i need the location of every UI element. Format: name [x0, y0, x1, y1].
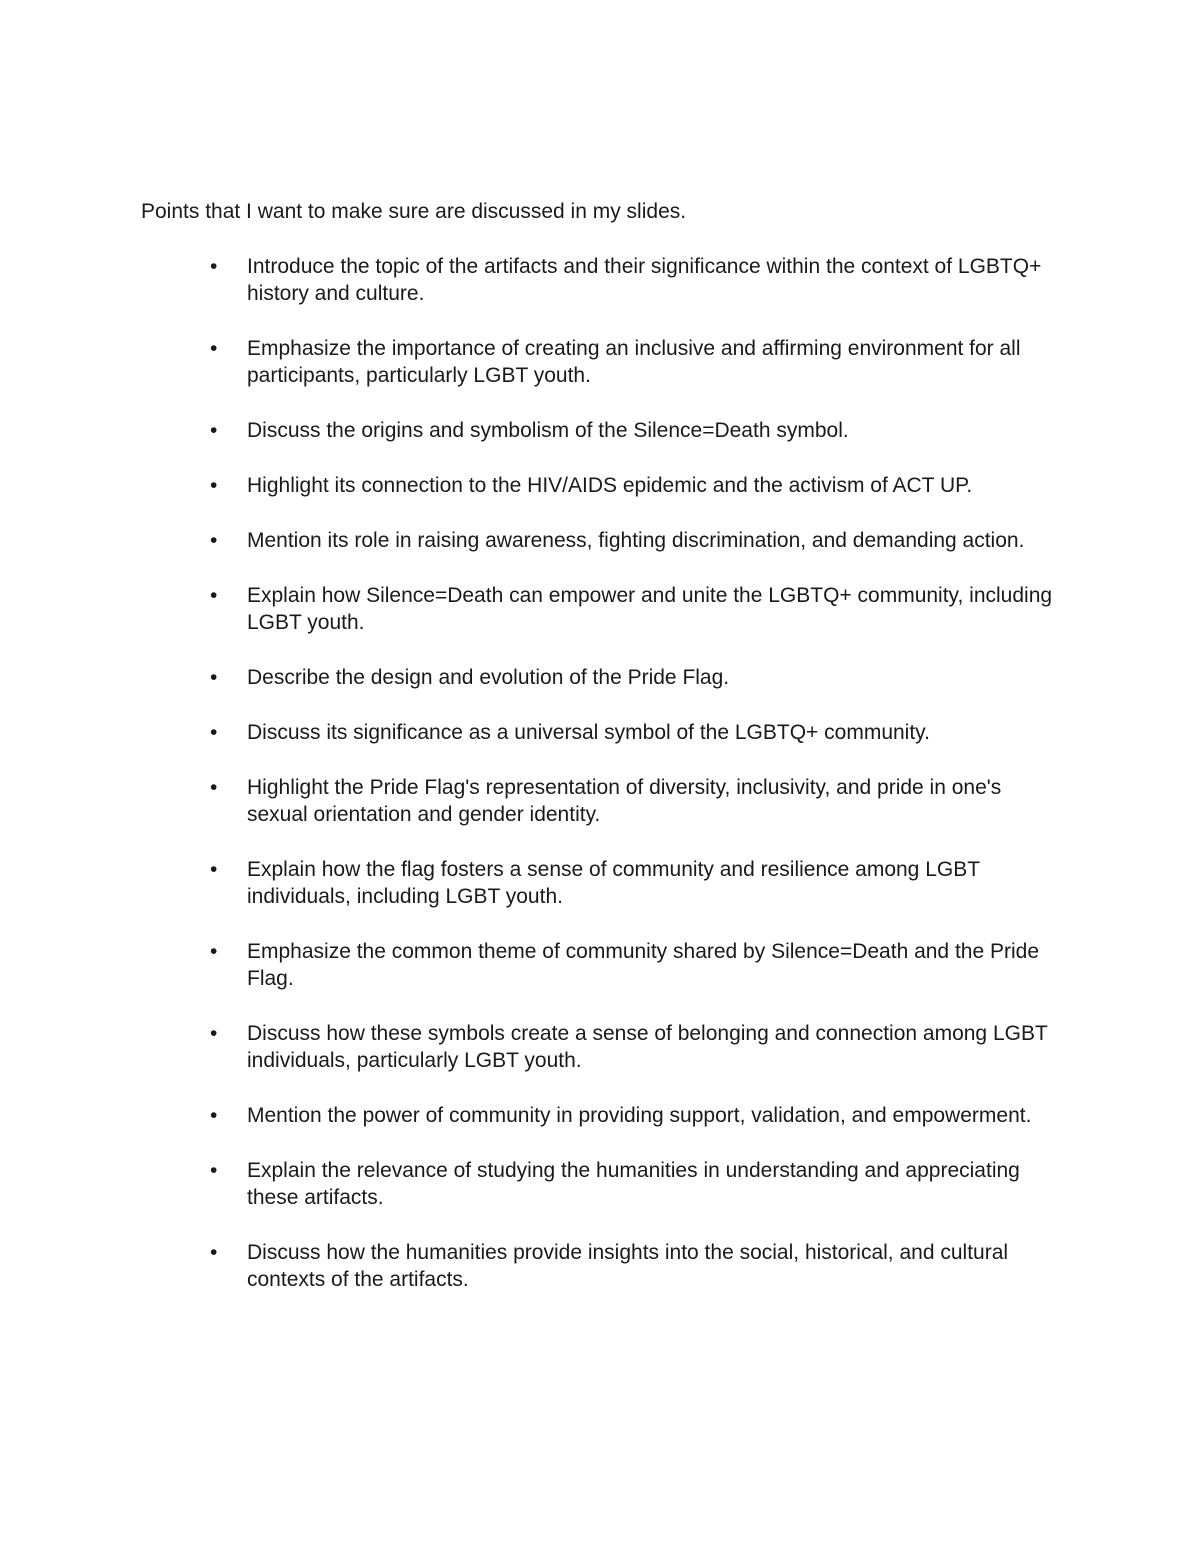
bullet-icon: • [210, 858, 218, 881]
bullet-list [0, 253, 1200, 1321]
list-item-text: Explain how the flag fosters a sense of community and resilience among LGBT individuals, including LGBT youth. [247, 858, 980, 908]
list-item [0, 1102, 1057, 1129]
list-item [0, 582, 1057, 636]
list-item-text: Explain the relevance of studying the humanities in understanding and appreciating these artifacts. [247, 1159, 1020, 1209]
list-item [0, 472, 1057, 499]
bullet-icon: • [210, 419, 218, 442]
list-item [0, 527, 1057, 554]
list-item-text: Discuss the origins and symbolism of the Silence=Death symbol. [247, 419, 849, 442]
list-item-text: Mention the power of community in providing support, validation, and empowerment. [247, 1104, 1032, 1127]
list-item [0, 938, 1057, 992]
bullet-icon: • [210, 474, 218, 497]
list-item-text: Mention its role in raising awareness, fighting discrimination, and demanding action. [247, 529, 1025, 552]
bullet-icon: • [210, 776, 218, 799]
list-item [0, 1020, 1057, 1074]
bullet-icon: • [210, 721, 218, 744]
list-item-text: Emphasize the importance of creating an inclusive and affirming environment for all participants, particularly LGBT youth. [247, 337, 1021, 387]
list-item [0, 335, 1057, 389]
list-item-text: Highlight its connection to the HIV/AIDS epidemic and the activism of ACT UP. [247, 474, 973, 497]
bullet-icon: • [210, 1022, 218, 1045]
list-item [0, 774, 1057, 828]
list-item-text: Emphasize the common theme of community shared by Silence=Death and the Pride Flag. [247, 940, 1040, 990]
list-item-text: Explain how Silence=Death can empower and unite the LGBTQ+ community, including LGBT youth. [247, 584, 1053, 634]
list-item-text: Describe the design and evolution of the Pride Flag. [247, 666, 730, 689]
list-item-text: Highlight the Pride Flag's representation of diversity, inclusivity, and pride in one's sexual orientation and gender identity. [247, 776, 1002, 826]
bullet-icon: • [210, 940, 218, 963]
list-item-text: Discuss its significance as a universal symbol of the LGBTQ+ community. [247, 721, 930, 744]
list-item [0, 856, 1057, 910]
intro-paragraph: Points that I want to make sure are discussed in my slides. [141, 200, 687, 223]
bullet-icon: • [210, 1241, 218, 1264]
list-item [0, 417, 1057, 444]
list-item [0, 664, 1057, 691]
bullet-icon: • [210, 1104, 218, 1127]
list-item [0, 1157, 1057, 1211]
bullet-icon: • [210, 529, 218, 552]
list-item [0, 719, 1057, 746]
bullet-icon: • [210, 1159, 218, 1182]
list-item [0, 1239, 1057, 1293]
list-item [0, 253, 1057, 307]
bullet-icon: • [210, 666, 218, 689]
bullet-icon: • [210, 255, 218, 278]
bullet-icon: • [210, 337, 218, 360]
list-item-text: Discuss how these symbols create a sense of belonging and connection among LGBT individuals, particularly LGBT youth. [247, 1022, 1048, 1072]
list-item-text: Introduce the topic of the artifacts and their significance within the context of LGBTQ+ history and culture. [247, 255, 1042, 305]
list-item-text: Discuss how the humanities provide insights into the social, historical, and cultural contexts of the artifacts. [247, 1241, 1009, 1291]
bullet-icon: • [210, 584, 218, 607]
